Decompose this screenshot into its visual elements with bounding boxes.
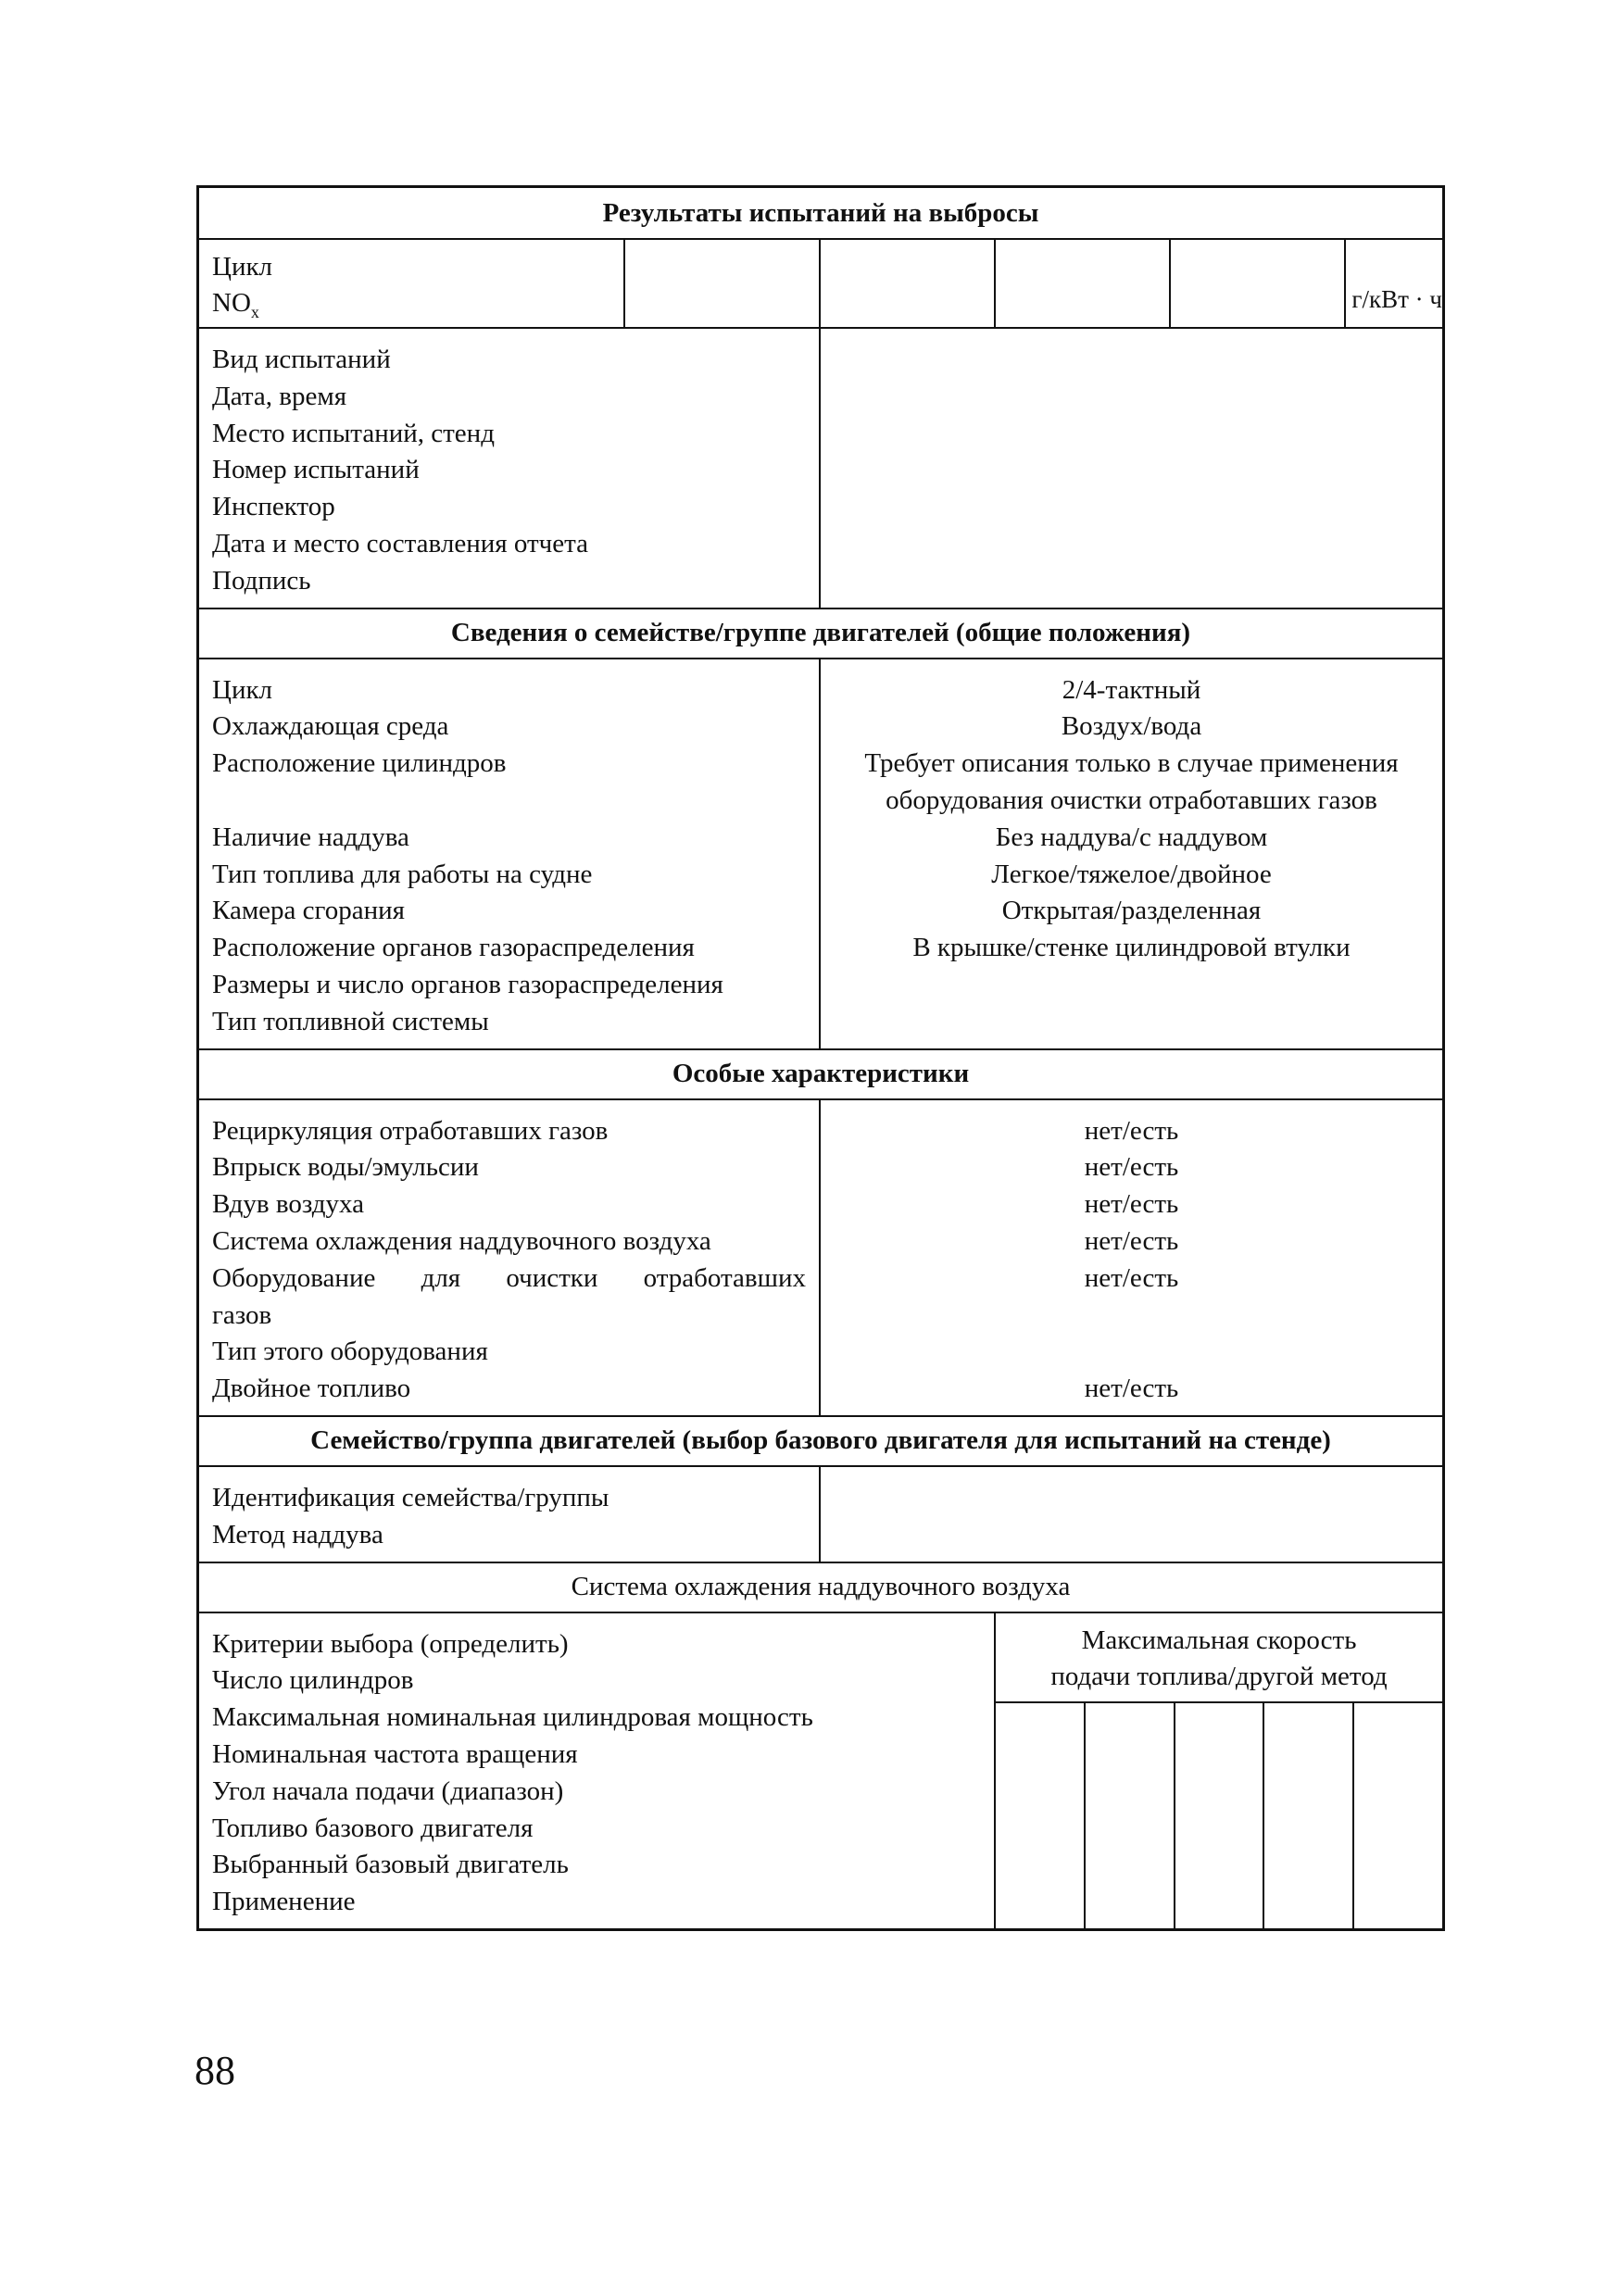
field-label: Дата и место составления отчета	[212, 528, 588, 558]
field-label: Максимальная номинальная цилиндровая мощность	[212, 1702, 813, 1733]
emissions-test-form	[196, 185, 1445, 1931]
field-label: Идентификация семейства/группы	[212, 1482, 609, 1512]
field-label: Расположение органов газораспределения	[212, 933, 695, 963]
section-header-family-general	[199, 608, 1442, 658]
fuel-delivery-block	[994, 1613, 1442, 1928]
cycle-value-cell	[819, 240, 994, 327]
field-label: Число цилиндров	[212, 1665, 414, 1696]
field-value: нет/есть	[1084, 1115, 1179, 1146]
page-number: 88	[195, 2048, 235, 2093]
family-general-labels	[199, 659, 819, 1048]
family-general-values	[819, 659, 1442, 1048]
unit-cell	[1344, 240, 1442, 327]
field-label: Подпись	[212, 565, 311, 596]
selection-labels	[199, 1467, 819, 1562]
field-value: Легкое/тяжелое/двойное	[991, 859, 1272, 889]
field-label: Вид испытаний	[212, 345, 391, 374]
grid-cell	[996, 1703, 1084, 1928]
field-value: Максимальная скорость	[1081, 1625, 1357, 1655]
cycle-value-cell	[994, 240, 1169, 327]
special-labels	[199, 1100, 819, 1415]
field-value: Открытая/разделенная	[1001, 896, 1262, 926]
cycle-label: Цикл	[212, 252, 273, 282]
test-info-values	[819, 329, 1442, 608]
field-label: Вдув воздуха	[212, 1189, 364, 1220]
section-header-charge-air	[199, 1562, 1442, 1612]
section-title: Результаты испытаний на выбросы	[602, 197, 1039, 228]
special-values	[819, 1100, 1442, 1415]
field-value: нет/есть	[1084, 1225, 1179, 1256]
field-label-justified: Оборудование для очистки отработавших	[212, 1262, 806, 1293]
field-label: Двойное топливо	[212, 1374, 411, 1404]
field-label: Критерии выбора (определить)	[212, 1628, 569, 1659]
grid-cell	[1263, 1703, 1352, 1928]
field-value: нет/есть	[1084, 1152, 1179, 1183]
unit-label: г/кВт · ч	[1351, 285, 1442, 313]
field-label: Наличие наддува	[212, 822, 409, 852]
field-label: Размеры и число органов газораспределения	[212, 969, 723, 999]
family-general-row	[199, 658, 1442, 1048]
field-label: Место испытаний, стенд	[212, 418, 495, 448]
test-info-row	[199, 327, 1442, 608]
field-label: Тип топливной системы	[212, 1006, 489, 1036]
field-label: Охлаждающая среда	[212, 711, 449, 742]
field-label: Топливо базового двигателя	[212, 1813, 534, 1843]
charge-air-labels	[199, 1613, 994, 1928]
field-label: Тип этого оборудования	[212, 1336, 488, 1367]
section-header-selection	[199, 1415, 1442, 1465]
field-value: В крышке/стенке цилиндровой втулки	[912, 933, 1351, 963]
section-title: Сведения о семействе/группе двигателей (общие положения)	[450, 618, 1191, 648]
field-label: газов	[212, 1299, 272, 1330]
selection-row	[199, 1465, 1442, 1562]
field-value: Без наддува/с наддувом	[995, 822, 1268, 852]
field-value: оборудования очистки отработавших газов	[886, 784, 1377, 815]
spacer-line	[834, 1334, 1429, 1371]
field-label: Камера сгорания	[212, 896, 405, 926]
section-title: Особые характеристики	[672, 1059, 970, 1089]
fuel-delivery-grid	[996, 1701, 1442, 1928]
spacer-line	[834, 1298, 1429, 1335]
field-value: нет/есть	[1084, 1374, 1179, 1404]
field-label: Дата, время	[212, 381, 347, 411]
cycle-value-cell	[1169, 240, 1344, 327]
field-label: Система охлаждения наддувочного воздуха	[212, 1225, 711, 1256]
field-label: Применение	[212, 1887, 356, 1917]
charge-air-row	[199, 1612, 1442, 1928]
grid-cell	[1174, 1703, 1263, 1928]
nox-label: $NO_x$	[212, 288, 259, 321]
cycle-nox-row	[199, 238, 1442, 327]
field-label: Номер испытаний	[212, 455, 420, 485]
field-label: Инспектор	[212, 492, 335, 522]
cycle-value-cell	[623, 240, 819, 327]
field-label: Цикл	[212, 674, 273, 705]
selection-values	[819, 1467, 1442, 1562]
field-label: Тип топлива для работы на судне	[212, 859, 593, 889]
field-label: Метод наддува	[212, 1519, 383, 1549]
grid-cell	[1352, 1703, 1442, 1928]
test-info-labels	[199, 329, 819, 608]
field-value: подачи топлива/другой метод	[1050, 1662, 1388, 1692]
special-row	[199, 1098, 1442, 1415]
spacer-line	[212, 783, 806, 820]
field-value: нет/есть	[1084, 1262, 1179, 1293]
section-header-emissions	[199, 188, 1442, 238]
field-label: Номинальная частота вращения	[212, 1738, 578, 1769]
field-value: Требует описания только в случае применения	[864, 748, 1399, 779]
grid-cell	[1084, 1703, 1174, 1928]
field-label: Угол начала подачи (диапазон)	[212, 1775, 564, 1806]
field-label: Рециркуляция отработавших газов	[212, 1115, 609, 1146]
fuel-delivery-header	[996, 1613, 1442, 1701]
section-title: Система охлаждения наддувочного воздуха	[571, 1572, 1071, 1602]
field-label: Выбранный базовый двигатель	[212, 1850, 569, 1880]
field-value: Воздух/вода	[1061, 711, 1202, 742]
section-header-special	[199, 1048, 1442, 1098]
field-value: 2/4-тактный	[1062, 674, 1201, 705]
field-label: Впрыск воды/эмульсии	[212, 1152, 479, 1183]
field-value: нет/есть	[1084, 1189, 1179, 1220]
field-label: Расположение цилиндров	[212, 748, 507, 779]
section-title: Семейство/группа двигателей (выбор базового двигателя для испытаний на стенде)	[310, 1425, 1331, 1456]
cycle-nox-label-cell	[199, 240, 623, 327]
